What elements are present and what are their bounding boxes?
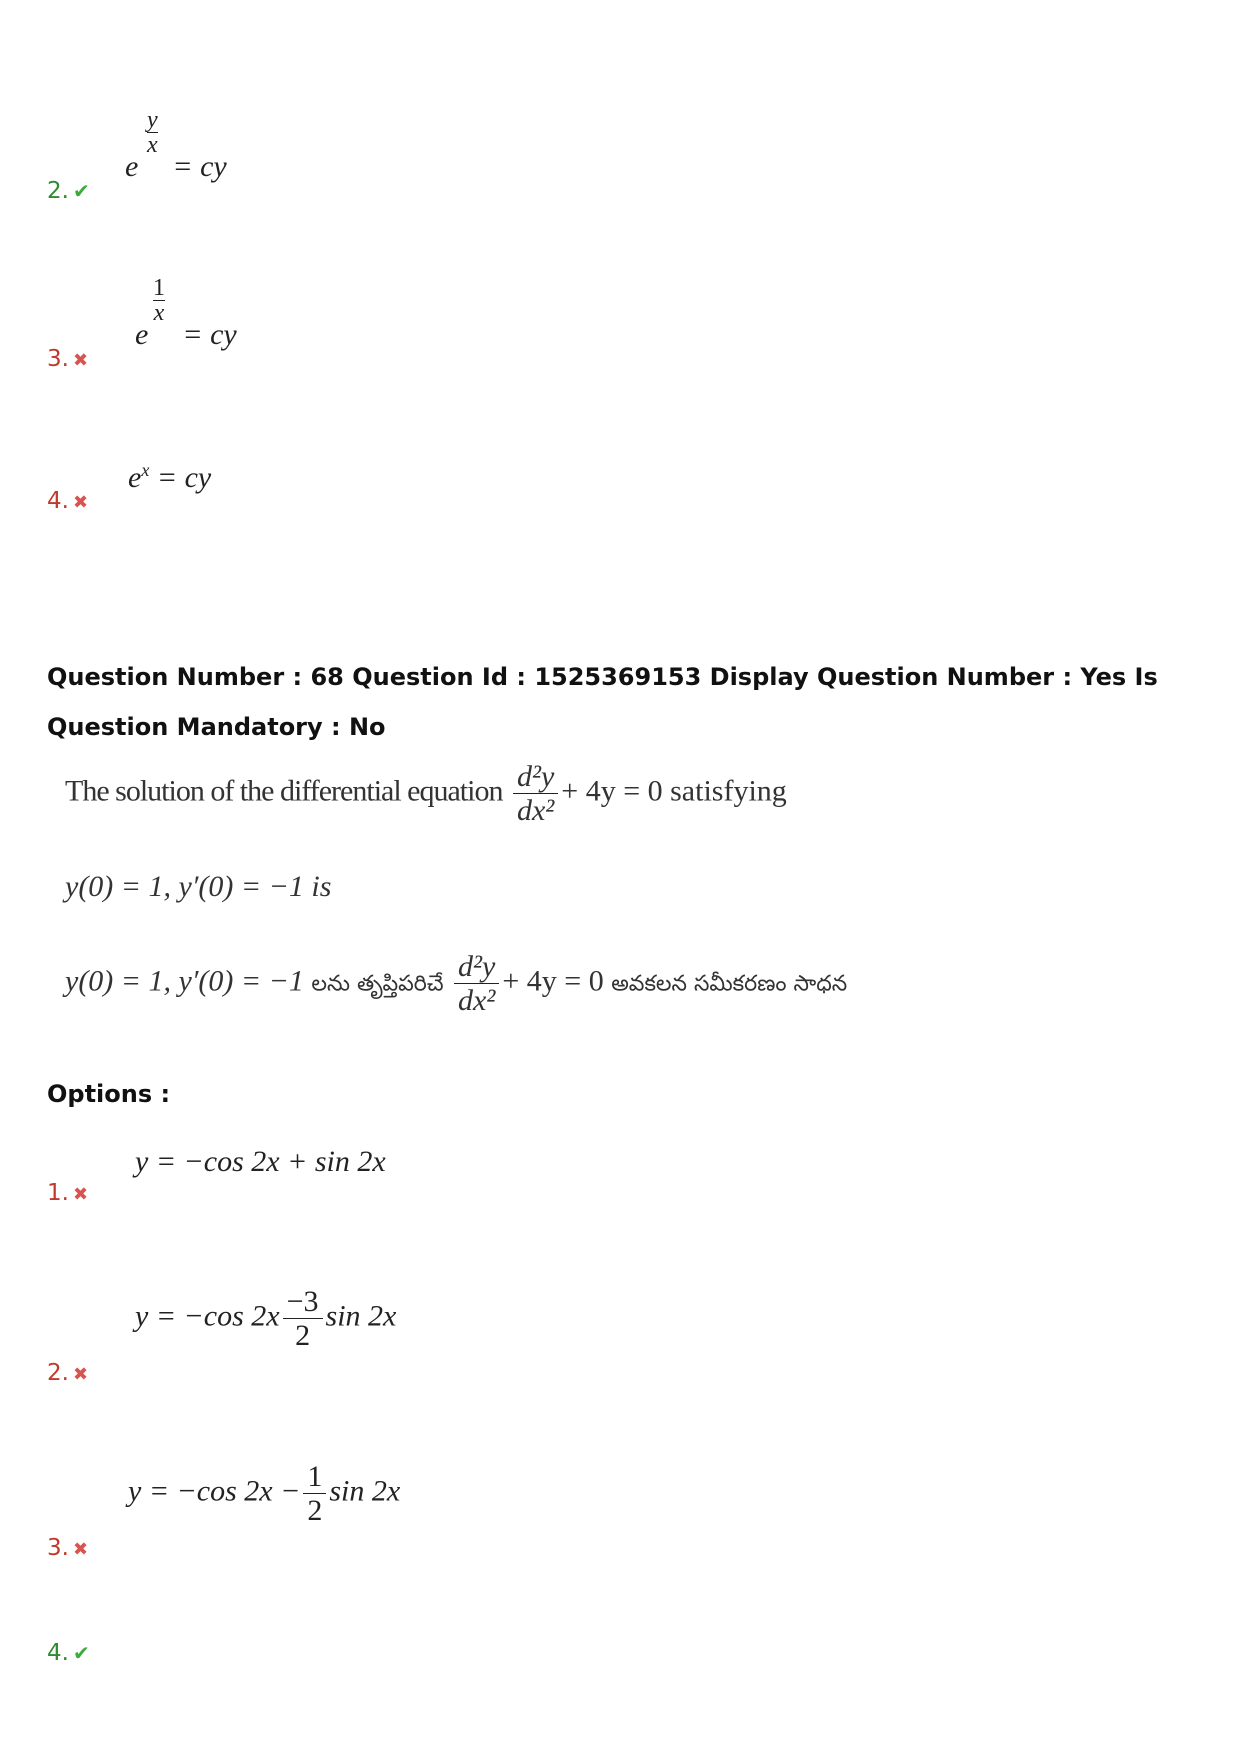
question-text-english: The solution of the differential equation $\frac{\text{d²y}}{\text{dx²}}$ + 4y = 0 satisfying (65, 760, 787, 827)
prev-option-4-expression: $e^x$ = cy (128, 460, 212, 494)
option-1-expression: y = −cos 2x + sin 2x (135, 1145, 386, 1178)
cross-icon: ✖ (72, 1184, 89, 1205)
cross-icon: ✖ (72, 1364, 89, 1385)
question-text-telugu: y(0) = 1, y′(0) = −1 లను తృప్తిపరిచే $\frac{\text{d²y}}{\text{dx²}}$ + 4y = 0 అవకలన సమీకరణం సాధన (65, 950, 848, 1017)
prev-option-2-expression: e y x = cy (125, 107, 227, 183)
option-4-number: 4. ✔ (47, 1640, 90, 1666)
check-icon: ✔ (72, 179, 90, 203)
option-3-expression: y = −cos 2x − $\frac{1}{2}$ sin 2x (128, 1460, 401, 1527)
cross-icon: ✖ (72, 1539, 89, 1560)
option-2-expression: y = −cos 2x $\frac{-3}{2}$ sin 2x (135, 1285, 397, 1352)
question-text-english-conditions: y(0) = 1, y′(0) = −1 is (65, 870, 332, 903)
prev-option-3-number: 3. ✖ (47, 346, 89, 372)
check-icon: ✔ (72, 1641, 90, 1665)
options-label: Options : (47, 1080, 171, 1108)
option-2-number: 2. ✖ (47, 1360, 89, 1386)
question-header: Question Number : 68 Question Id : 1525369153 Display Question Number : Yes Is Question Mandatory : No (47, 663, 1158, 741)
option-1-number: 1. ✖ (47, 1180, 89, 1206)
prev-option-2-number: 2. ✔ (47, 178, 90, 204)
prev-option-4-number: 4. ✖ (47, 488, 89, 514)
cross-icon: ✖ (72, 350, 89, 371)
cross-icon: ✖ (72, 492, 89, 513)
option-3-number: 3. ✖ (47, 1535, 89, 1561)
prev-option-3-expression: e 1 x = cy (135, 275, 237, 351)
